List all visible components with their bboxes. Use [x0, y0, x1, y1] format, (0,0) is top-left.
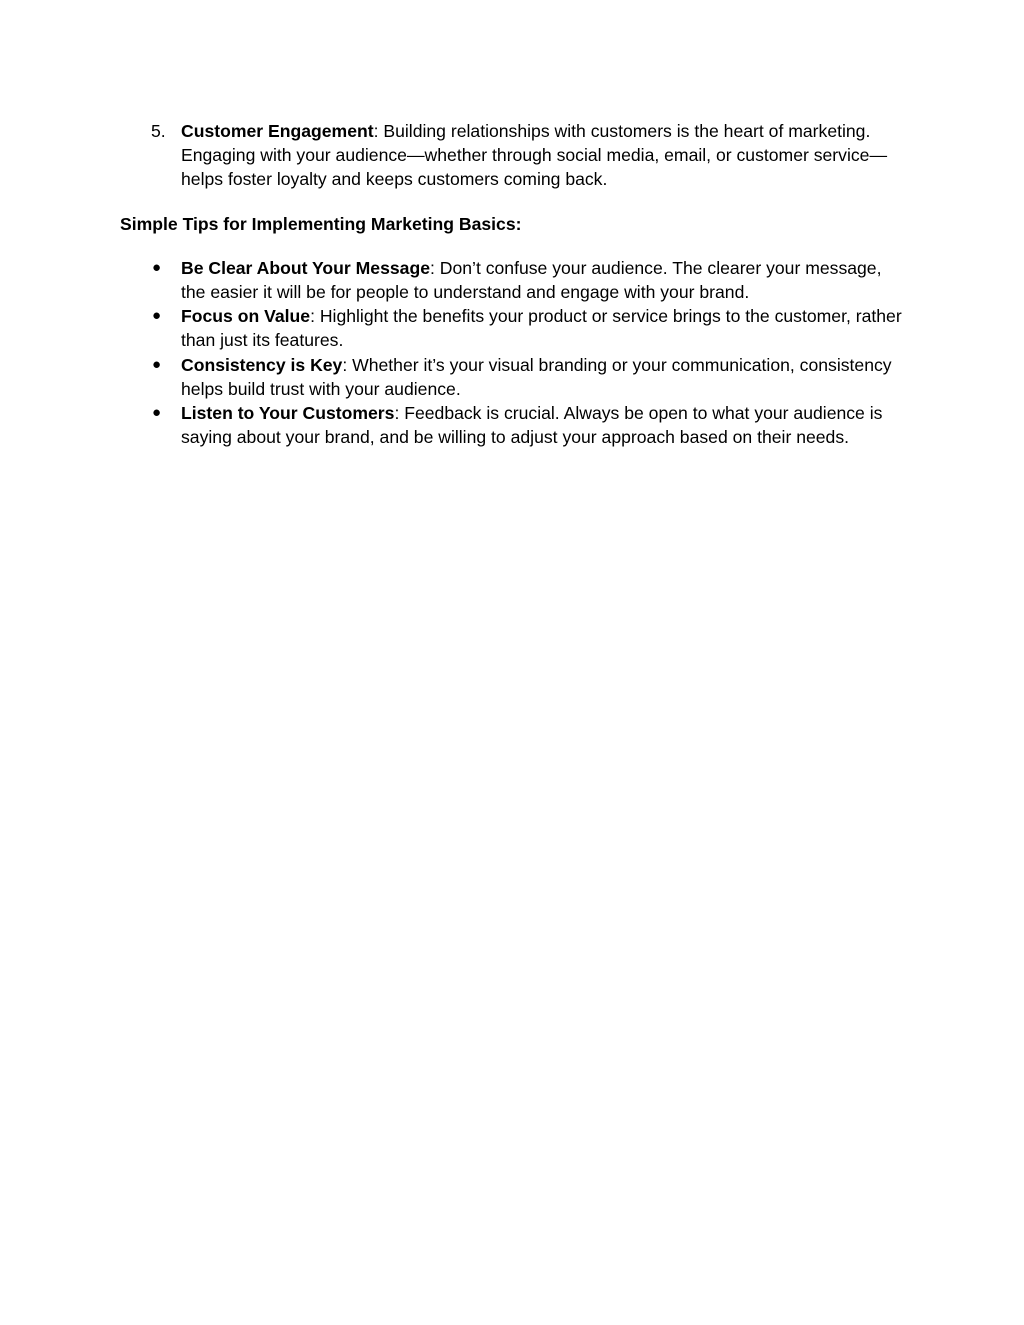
tip-text: : Feedback is crucial. Always be open to what your audience is saying about your brand, and be willing to adjust your approach based on their needs. [181, 403, 883, 448]
list-item [120, 353, 910, 401]
tip-text: : Whether it’s your visual branding or your communication, consistency helps build trust with your audience. [181, 354, 892, 399]
list-number: 5. [151, 121, 166, 141]
bullet-icon: ● [152, 404, 162, 422]
tip-title: Be Clear About Your Message [181, 257, 430, 278]
page-content [120, 119, 910, 449]
bullet-icon: ● [152, 258, 162, 276]
tip-title: Consistency is Key [181, 354, 343, 375]
list-item [120, 401, 910, 449]
tip-title: Listen to Your Customers [181, 403, 395, 424]
tips-list [120, 256, 910, 450]
numbered-list-item [120, 119, 910, 192]
list-item [120, 304, 910, 352]
tip-text: : Don’t confuse your audience. The clearer your message, the easier it will be for people to understand and engage with your brand. [181, 257, 882, 303]
list-item [120, 256, 910, 304]
section-heading: Simple Tips for Implementing Marketing Basics: [120, 213, 522, 234]
tip-title: Focus on Value [181, 306, 311, 327]
tip-text: : Highlight the benefits your product or service brings to the customer, rather than just its features. [181, 306, 902, 351]
item-text: : Building relationships with customers is the heart of marketing. Engaging with your audience—whether through social media, email, or customer service—helps foster loyalty and keeps customers coming back. [181, 121, 888, 190]
bullet-icon: ● [152, 307, 162, 325]
bullet-icon: ● [152, 355, 162, 373]
item-title: Customer Engagement [181, 121, 374, 141]
